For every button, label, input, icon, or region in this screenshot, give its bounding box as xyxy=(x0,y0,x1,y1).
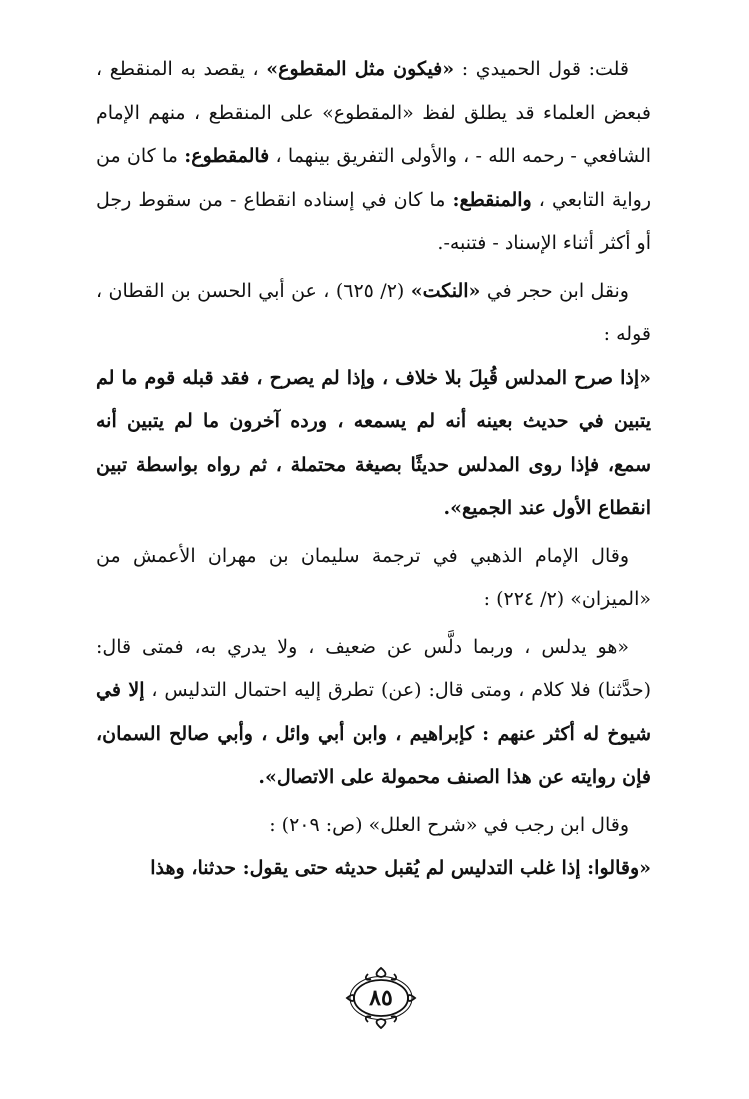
paragraph-text: ما كان من رواية التابعي ، xyxy=(96,145,651,211)
term-maqtu: فالمقطوع: xyxy=(184,145,270,167)
paragraph-ibn-rajab: وقال ابن رجب في «شرح العلل» (ص: ٢٠٩) : xyxy=(269,813,629,836)
page-number: ٨٥ xyxy=(369,985,393,1011)
quote-ibn-al-qattan: «إذا صرح المدلس قُبِلَ بلا خلاف ، وإذا لم يصرح ، فقد قبله قوم ما لم يتبين في حديث بعينه أنه لم يسمعه ، ورده آخرون ما لم يتبين أنه سمع، فإذا روى المدلس حديثًا بصيغة محتملة ، ثم رواه بواسطة تبين انقطاع الأول عند الجميع». xyxy=(96,366,651,519)
quote-bold-text: إلا في شيوخ له أكثر عنهم : كإبراهيم ، وابن أبي وائل ، وأبي صالح السمان، فإن روايته عن هذا الصنف محمولة على الاتصال». xyxy=(96,679,651,788)
paragraph-intro: ونقل ابن حجر في xyxy=(480,279,629,302)
term-munqati: والمنقطع: xyxy=(452,188,532,211)
paragraph-intro: قلت: قول الحميدي : xyxy=(454,58,630,80)
paragraph-ibn-hajar xyxy=(96,270,651,357)
paragraph-text: ما كان في إسناده انقطاع - من سقوط رجل أو أكثر أثناء الإسناد - فتنبه-. xyxy=(96,188,651,254)
book-title: «النكت» xyxy=(410,279,481,302)
paragraph-dhahabi: وقال الإمام الذهبي في ترجمة سليمان بن مهران الأعمش من «الميزان» (٢/ ٢٢٤) : xyxy=(96,544,651,610)
body-text xyxy=(96,48,651,891)
quote-sharh-al-ilal: «وقالوا: إذا غلب التدليس لم يُقبل حديثه حتى يقول: حدثنا، وهذا xyxy=(150,857,651,879)
paragraph-text: (٢/ ٦٢٥) ، عن أبي الحسن بن القطان ، قوله : xyxy=(96,279,651,345)
paragraph-humaydi-comment xyxy=(96,48,651,266)
quote-text: «هو يدلس ، وربما دلَّس عن ضعيف ، ولا يدري به، فمتى قال: (حدَّثنا) فلا كلام ، ومتى قال: (عن) تطرق إليه احتمال التدليس ، xyxy=(96,635,651,701)
page-footer xyxy=(0,964,749,1034)
paragraph-text: ، يقصد به المنقطع ، فبعض العلماء قد يطلق لفظ «المقطوع» على المنقطع ، منهم الإمام الشافعي - رحمه الله - ، والأولى التفريق بينهما ، xyxy=(96,58,652,167)
quoted-phrase: «فيكون مثل المقطوع» xyxy=(266,58,455,80)
quote-mizan xyxy=(96,626,651,800)
